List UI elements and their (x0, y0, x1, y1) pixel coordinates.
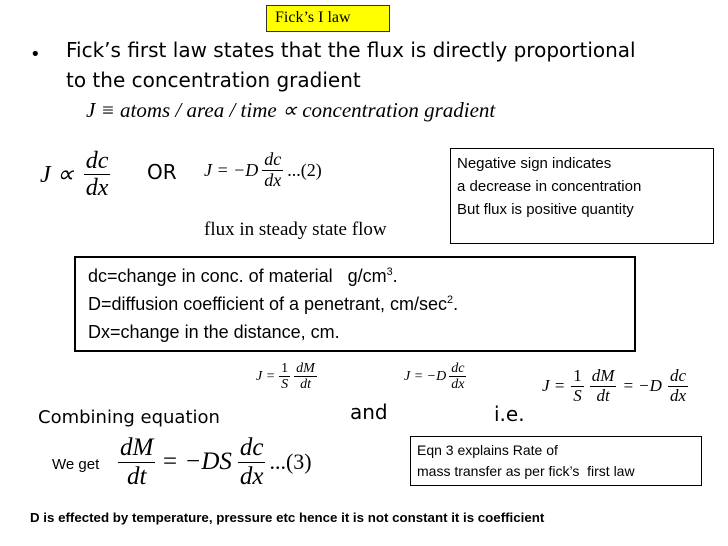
negative-note-line-2: a decrease in concentration (457, 178, 642, 195)
eq3-num2: dc (239, 434, 264, 461)
eq3-tag: ...(3) (269, 449, 312, 474)
title-label (266, 5, 390, 32)
eqc-frac-3 (668, 367, 688, 405)
definitions-box (74, 256, 636, 352)
flux-equation (204, 150, 322, 191)
eq3-num: dM (120, 434, 154, 461)
eq2-lhs: J = −D (204, 159, 259, 180)
eqa-frac-1 (279, 361, 290, 393)
eqa-n2: dM (296, 361, 315, 376)
bullet-line-1: Fick’s first law states that the flux is directly proportional (66, 38, 636, 62)
definition-dx: Dx=change in the distance, cm. (88, 322, 340, 342)
eqa-d2: dt (300, 377, 311, 393)
definition-d (88, 294, 458, 315)
bullet-dot: • (30, 44, 41, 65)
eq2-num: dc (264, 149, 282, 169)
bullet-line-2: to the concentration gradient (66, 68, 361, 92)
eqb-fraction (449, 361, 466, 393)
eqc-frac-1 (571, 367, 584, 405)
eqb-lhs: J = −D (404, 368, 447, 384)
eqc-mid: = −D (622, 376, 662, 396)
eqa-lhs: J = (256, 368, 276, 384)
title-text: Fick’s I law (275, 9, 351, 26)
eqc-n2: dM (591, 366, 615, 385)
eq3-den: dt (126, 462, 147, 490)
definition-dc (88, 266, 398, 287)
eq1-lhs: J ∝ (40, 162, 74, 189)
mass-flux-equation (256, 361, 317, 393)
eq1-fraction (84, 148, 111, 202)
eqn3-note (410, 436, 702, 486)
negative-note-line-3: But flux is positive quantity (457, 201, 634, 218)
definition-equation: J ≡ atoms / area / time ∝ concentration gradient (86, 98, 496, 122)
eq2-fraction (262, 150, 283, 191)
eq3-frac-1 (118, 434, 155, 490)
definition-dc-sup: 3 (386, 266, 393, 278)
eq1-den: dx (85, 175, 109, 202)
eqc-d1: S (573, 385, 582, 405)
negative-sign-note (450, 148, 714, 244)
mass-transfer-equation (118, 434, 312, 490)
flux-caption: flux in steady state flow (204, 219, 387, 240)
eqn3-note-line-2: mass transfer as per fick’s first law (417, 463, 635, 479)
definition-d-sup: 2 (447, 294, 454, 306)
ie-label: i.e. (494, 402, 525, 426)
definition-dc-text: dc=change in conc. of material g/cm (88, 266, 387, 286)
eq1-num: dc (85, 148, 109, 174)
we-get-label: We get (52, 456, 100, 473)
eqc-lhs: J = (542, 376, 566, 396)
and-label: and (350, 400, 388, 424)
negative-note-line-1: Negative sign indicates (457, 155, 612, 172)
combining-label: Combining equation (38, 407, 220, 428)
eqc-n1: 1 (573, 366, 582, 385)
definition-d-text: D=diffusion coefficient of a penetrant, cm/sec (88, 294, 448, 314)
eqa-n1: 1 (281, 361, 289, 376)
eq2-tag: ...(2) (287, 159, 322, 180)
eqn3-note-line-1: Eqn 3 explains Rate of (417, 442, 558, 458)
eqc-d3: dx (669, 385, 686, 405)
eq2-den: dx (264, 169, 282, 190)
eqa-d1: S (281, 377, 289, 393)
combined-flux-equation (542, 367, 688, 405)
eq3-den2: dx (239, 462, 264, 490)
eq3-mid: = −DS (161, 448, 232, 475)
proportional-equation (40, 148, 110, 202)
definition-dc-end: . (392, 266, 398, 286)
eqc-frac-2 (590, 367, 617, 405)
or-label: OR (147, 160, 177, 184)
footer-note: D is effected by temperature, pressure etc hence it is not constant it is coefficient (30, 510, 545, 525)
eqb-num: dc (451, 361, 465, 376)
diffusion-flux-equation (404, 361, 466, 393)
eqa-frac-2 (294, 361, 317, 393)
eqc-d2: dt (596, 385, 610, 405)
eq3-frac-2 (238, 434, 266, 490)
eqb-den: dx (451, 377, 465, 393)
definition-d-end: . (453, 294, 459, 314)
eqc-n3: dc (669, 366, 686, 385)
